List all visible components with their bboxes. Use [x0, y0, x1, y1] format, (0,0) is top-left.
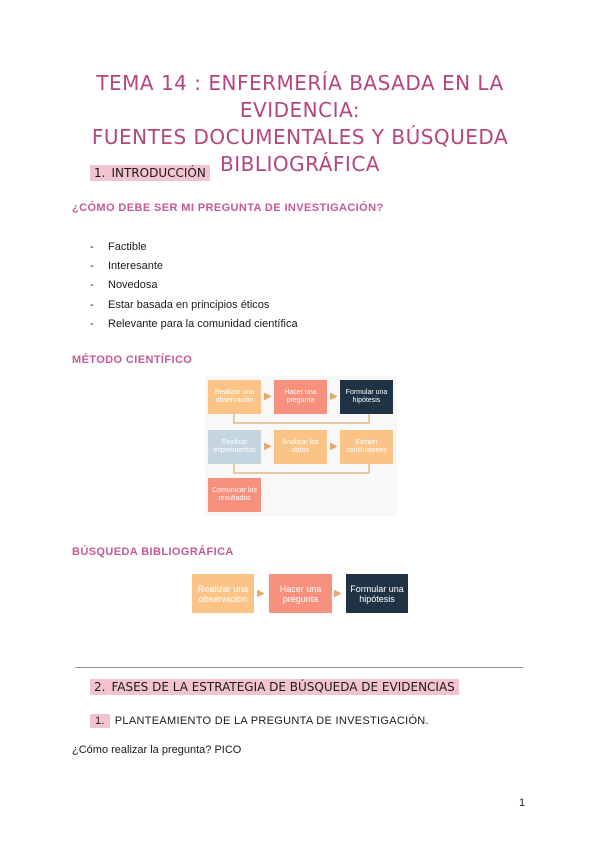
list-item-text: Factible — [108, 241, 147, 253]
list-item — [90, 276, 298, 295]
question-heading: ¿CÓMO DEBE SER MI PREGUNTA DE INVESTIGACIÓN? — [72, 202, 384, 214]
section-heading-highlight — [90, 165, 210, 181]
criteria-list — [90, 238, 298, 334]
section-divider — [75, 667, 523, 668]
method-step-question: Hacer una pregunta — [274, 380, 327, 414]
method-step-hypothesis: Formular una hipótesis — [340, 380, 393, 414]
bullet-marker: - — [90, 298, 94, 311]
section-label: INTRODUCCIÓN — [111, 166, 206, 180]
method-step-communicate: Comunicar los resultados — [208, 478, 261, 512]
return-connector — [233, 414, 370, 424]
search-step-question: Hacer una pregunta — [269, 574, 332, 613]
arrow-right-icon: ▶ — [264, 441, 272, 452]
method-heading: MÉTODO CIENTÍFICO — [72, 354, 193, 366]
title-line-2: FUENTES DOCUMENTALES Y BÚSQUEDA BIBLIOGRÁFICA — [91, 125, 509, 176]
arrow-right-icon: ▶ — [330, 391, 338, 402]
section-heading-intro — [90, 166, 210, 180]
subsection-number: 1. — [90, 714, 110, 728]
list-item-text: Interesante — [108, 260, 164, 273]
search-heading: BÚSQUEDA BIBLIOGRÁFICA — [72, 546, 234, 558]
bullet-marker: - — [90, 241, 94, 253]
return-connector — [233, 464, 370, 474]
section-heading-phases — [90, 680, 459, 694]
method-step-observe: Realizar una observación — [208, 380, 261, 414]
page-title — [40, 70, 560, 178]
arrow-right-icon: ▶ — [257, 588, 265, 599]
list-item — [90, 315, 298, 334]
page-number: 1 — [519, 797, 526, 809]
list-item — [90, 296, 298, 315]
section-number: 1. — [94, 166, 106, 180]
arrow-right-icon: ▶ — [334, 588, 342, 599]
method-step-analyze: Analizar los datos — [274, 430, 327, 464]
list-item-text: Novedosa — [108, 279, 158, 292]
section-label: FASES DE LA ESTRATEGIA DE BÚSQUEDA DE EVIDENCIAS — [111, 680, 455, 694]
list-item-text: Estar basada en principios éticos — [108, 298, 270, 311]
section-heading-highlight — [90, 679, 459, 695]
bullet-marker: - — [90, 317, 94, 330]
subsection-label: PLANTEAMIENTO DE LA PREGUNTA DE INVESTIGACIÓN. — [114, 715, 429, 727]
pico-question: ¿Cómo realizar la pregunta? PICO — [72, 744, 242, 756]
bullet-marker: - — [90, 279, 94, 292]
title-line-1: TEMA 14 : ENFERMERÍA BASADA EN LA EVIDENCIA: — [96, 71, 504, 122]
search-step-hypothesis: Formular una hipótesis — [346, 574, 408, 613]
subsection-heading — [90, 715, 429, 727]
list-item — [90, 257, 298, 276]
section-number: 2. — [94, 680, 106, 694]
search-step-observe: Realizar una observación — [192, 574, 254, 613]
arrow-right-icon: ▶ — [330, 441, 338, 452]
arrow-right-icon: ▶ — [264, 391, 272, 402]
method-step-experiment: Realizar experimentos — [208, 430, 261, 464]
bullet-marker: - — [90, 260, 94, 273]
list-item — [90, 238, 298, 257]
method-step-conclude: Extraer conclusiones — [340, 430, 393, 464]
list-item-text: Relevante para la comunidad científica — [108, 317, 298, 330]
